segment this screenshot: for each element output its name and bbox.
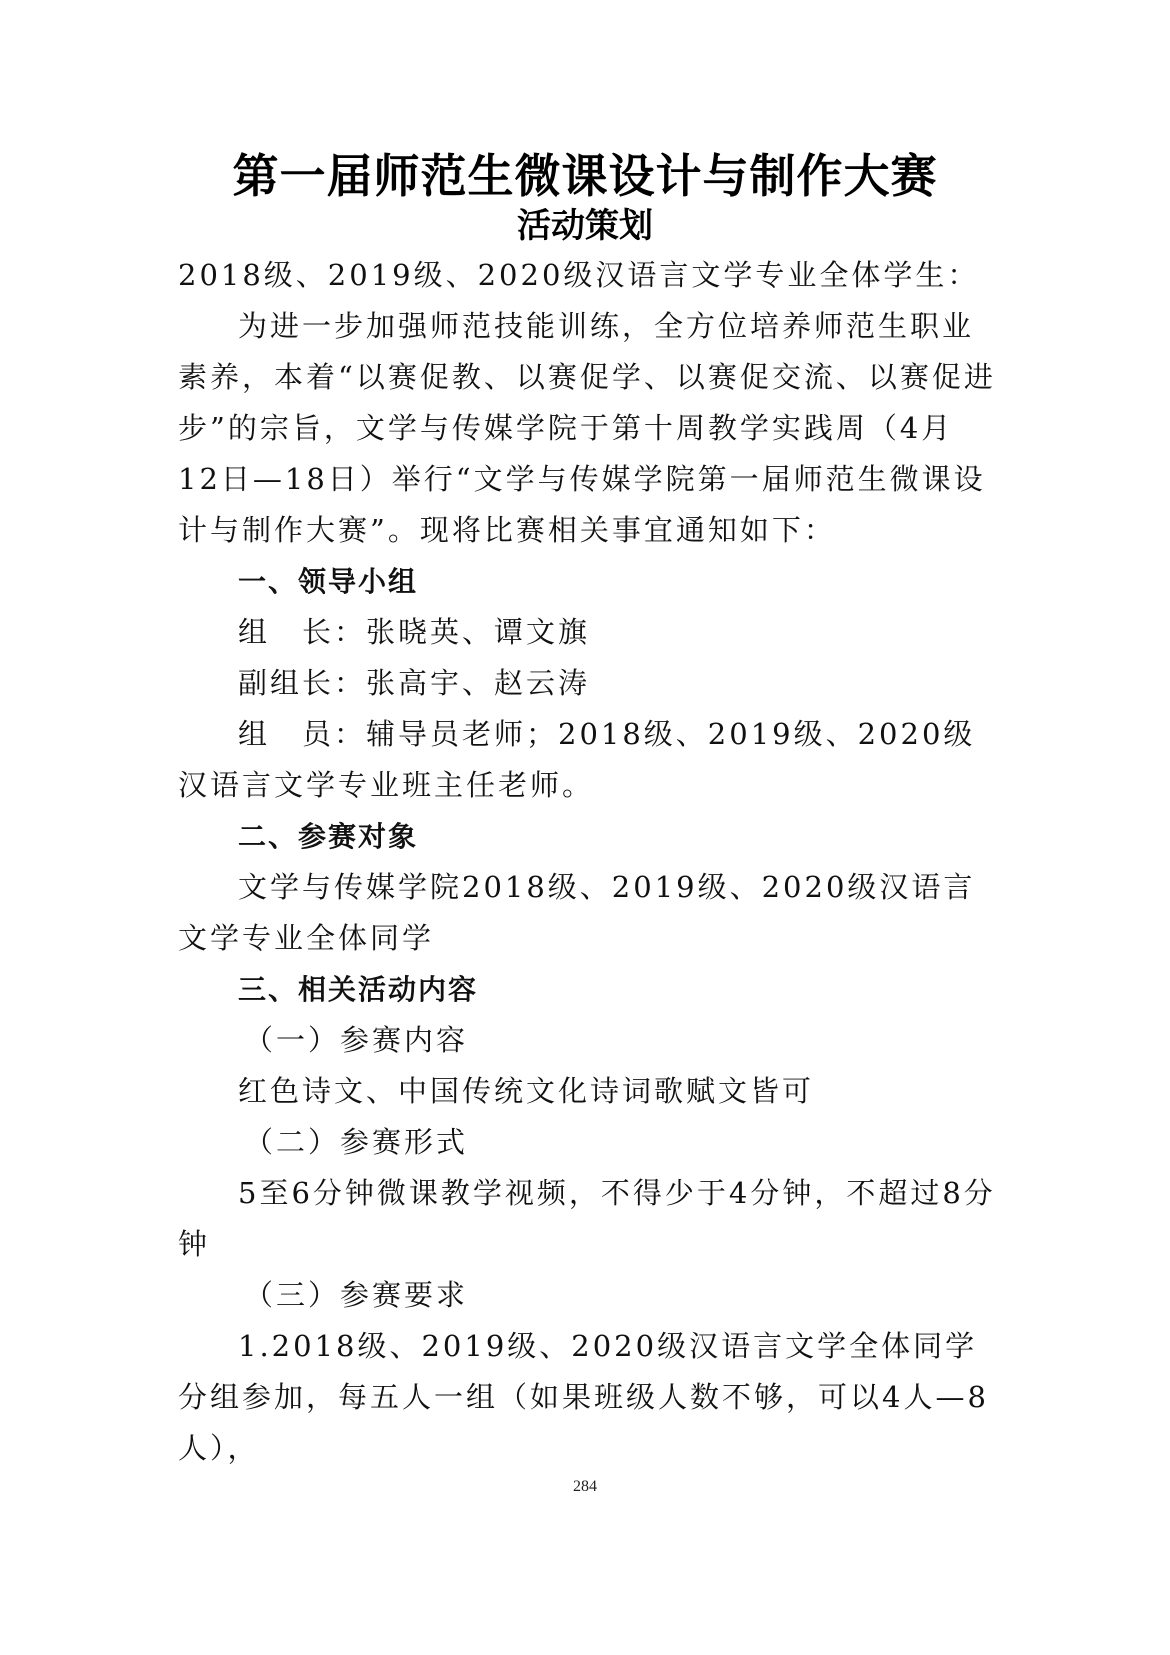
- content-text: 红色诗文、中国传统文化诗词歌赋文皆可: [238, 1074, 815, 1108]
- section-heading-activities: 三、相关活动内容: [238, 973, 479, 1006]
- addressee: 2018级、2019级、2020级汉语言文学专业全体学生：: [178, 258, 980, 292]
- format-text: 5至6分钟微课教学视频，不得少于4分钟，不超过8分钟: [178, 1176, 996, 1261]
- page-number: 284: [573, 1478, 597, 1495]
- section-heading-leadership: 一、领导小组: [238, 565, 419, 598]
- vice-leader-line: 副组长：张高宇、赵云涛: [238, 666, 591, 700]
- document-subtitle: 活动策划: [517, 206, 653, 246]
- sub-heading-content: （一）参赛内容: [244, 1023, 469, 1057]
- intro-paragraph: 为进一步加强师范技能训练，全方位培养师范生职业素养，本着“以赛促教、以赛促学、以赛促交流、以赛促进步”的宗旨，文学与传媒学院于第十周教学实践周（4月12日—18日）举行“文学与传媒学院第一届师范生微课设计与制作大赛”。现将比赛相关事宜通知如下：: [178, 309, 996, 547]
- document-body: [178, 250, 996, 1474]
- requirement-item-1: 1.2018级、2019级、2020级汉语言文学全体同学分组参加，每五人一组（如果班级人数不够，可以4人—8人），: [178, 1329, 989, 1465]
- sub-heading-format: （二）参赛形式: [244, 1125, 469, 1159]
- document-title: 第一届师范生微课设计与制作大赛: [232, 149, 938, 203]
- leader-line: 组 长：张晓英、谭文旗: [238, 615, 591, 649]
- participants-text: 文学与传媒学院2018级、2019级、2020级汉语言文学专业全体同学: [178, 870, 976, 955]
- members-line: 组 员：辅导员老师；2018级、2019级、2020级汉语言文学专业班主任老师。: [178, 717, 976, 802]
- sub-heading-requirements: （三）参赛要求: [244, 1278, 469, 1312]
- section-heading-participants: 二、参赛对象: [238, 820, 419, 853]
